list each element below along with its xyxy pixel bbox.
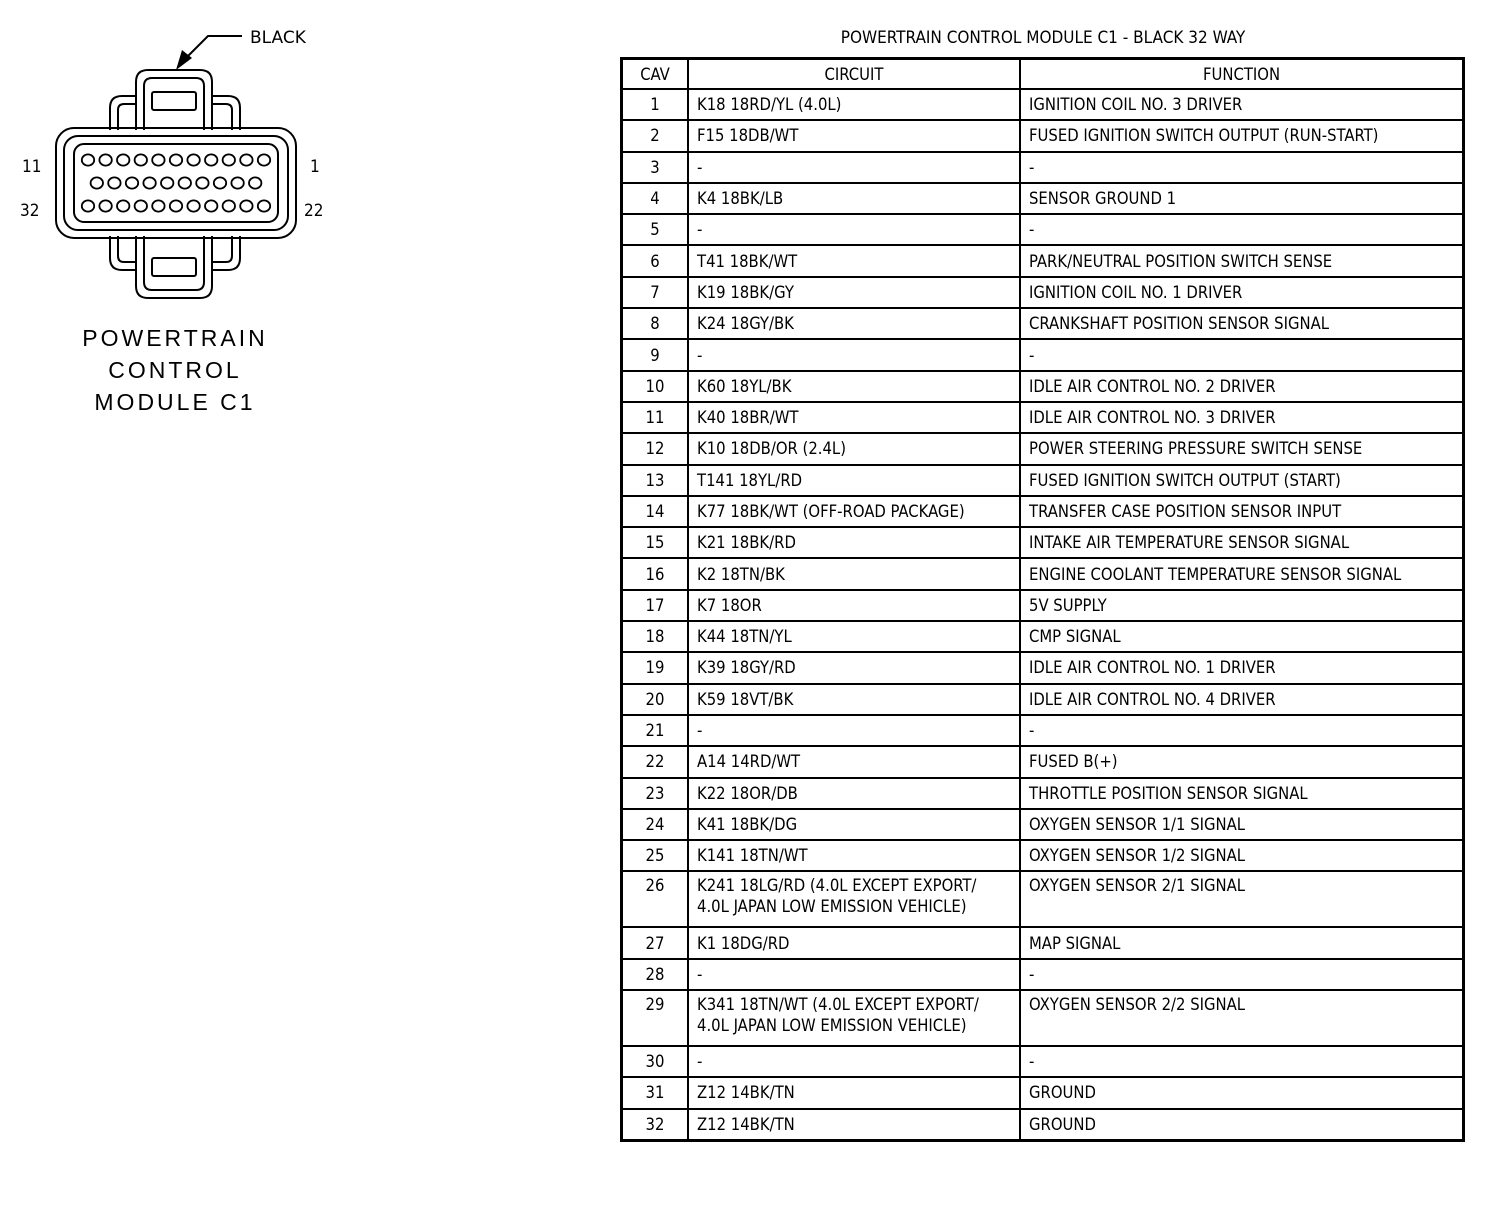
cell-cav — [622, 152, 689, 183]
cav-text: 6 — [650, 251, 660, 271]
cav-text: 28 — [645, 964, 665, 984]
cav-text: 25 — [645, 846, 665, 866]
pin-cavity — [187, 200, 199, 211]
cell-function — [1020, 277, 1464, 308]
cell-function — [1020, 715, 1464, 746]
cell-function — [1020, 214, 1464, 245]
cell-cav — [622, 308, 689, 339]
cell-function — [1020, 1046, 1464, 1077]
pin-cavity — [108, 177, 120, 188]
pin-cavity — [152, 154, 164, 165]
pin-cavity — [249, 177, 261, 188]
pin-cavity — [82, 200, 94, 211]
cell-circuit — [688, 152, 1020, 183]
function-text: - — [1029, 721, 1035, 741]
cav-text: 4 — [650, 189, 660, 209]
pin-cavity — [214, 177, 226, 188]
table-header-row — [622, 59, 1464, 90]
table-row — [622, 871, 1464, 927]
cell-circuit — [688, 809, 1020, 840]
table-row — [622, 621, 1464, 652]
cav-text: 29 — [645, 995, 665, 1015]
circuit-text: K59 18VT/BK — [697, 689, 794, 709]
cell-circuit — [688, 339, 1020, 370]
cell-cav — [622, 465, 689, 496]
cell-circuit — [688, 990, 1020, 1046]
cav-text: 26 — [645, 876, 665, 896]
function-text: - — [1029, 157, 1035, 177]
cav-text: 8 — [650, 314, 660, 334]
cell-function — [1020, 496, 1464, 527]
cell-circuit — [688, 746, 1020, 777]
circuit-text: K141 18TN/WT — [697, 846, 808, 866]
pin-cavity — [170, 154, 182, 165]
table-row — [622, 590, 1464, 621]
cell-cav — [622, 558, 689, 589]
cell-circuit — [688, 558, 1020, 589]
header-circuit: CIRCUIT — [688, 59, 1020, 90]
cav-text: 14 — [645, 502, 665, 521]
table-row — [622, 927, 1464, 958]
function-text: - — [1029, 345, 1035, 365]
cell-circuit — [688, 433, 1020, 464]
table-row — [622, 715, 1464, 746]
cell-circuit — [688, 183, 1020, 214]
cell-circuit — [688, 308, 1020, 339]
cell-cav — [622, 245, 689, 276]
cell-cav — [622, 1109, 689, 1141]
circuit-text: K4 18BK/LB — [697, 189, 784, 209]
cell-cav — [622, 746, 689, 777]
cell-function — [1020, 339, 1464, 370]
function-text: ENGINE COOLANT TEMPERATURE SENSOR SIGNAL — [1029, 564, 1402, 584]
function-text: - — [1029, 964, 1035, 984]
header-function: FUNCTION — [1020, 59, 1464, 90]
function-text: FUSED IGNITION SWITCH OUTPUT (START) — [1029, 470, 1341, 490]
cell-circuit — [688, 245, 1020, 276]
cav-text: 24 — [645, 814, 665, 834]
pin-cavity — [126, 177, 138, 188]
pin-cavity — [205, 154, 217, 165]
circuit-text: Z12 14BK/TN — [697, 1114, 795, 1134]
table-row — [622, 1077, 1464, 1108]
cell-circuit — [688, 840, 1020, 871]
table-row — [622, 778, 1464, 809]
cell-cav — [622, 684, 689, 715]
cav-text: 1 — [650, 95, 660, 115]
cell-cav — [622, 871, 689, 927]
cell-function — [1020, 245, 1464, 276]
cell-function — [1020, 959, 1464, 990]
table-row — [622, 465, 1464, 496]
function-text: - — [1029, 220, 1035, 240]
table-row — [622, 339, 1464, 370]
circuit-text: A14 14RD/WT — [697, 752, 801, 772]
circuit-text: - — [697, 220, 703, 240]
pin-cavity — [99, 154, 111, 165]
cell-cav — [622, 120, 689, 151]
header-cav: CAV — [622, 59, 689, 90]
cell-circuit — [688, 684, 1020, 715]
circuit-text: K7 18OR — [697, 595, 762, 615]
cell-cav — [622, 652, 689, 683]
table-row — [622, 308, 1464, 339]
pin-cavity — [135, 200, 147, 211]
cell-circuit — [688, 871, 1020, 927]
cav-text: 21 — [645, 721, 665, 741]
circuit-text: K21 18BK/RD — [697, 533, 796, 553]
cell-function — [1020, 1077, 1464, 1108]
function-text: OXYGEN SENSOR 2/1 SIGNAL — [1029, 876, 1246, 896]
table-row — [622, 684, 1464, 715]
cell-circuit — [688, 778, 1020, 809]
circuit-text: - — [697, 964, 703, 984]
function-text: IGNITION COIL NO. 3 DRIVER — [1029, 95, 1243, 115]
connector-name: POWERTRAIN CONTROL MODULE C1 — [82, 325, 268, 415]
cav-text: 19 — [645, 658, 665, 678]
pin-cavity — [205, 200, 217, 211]
cav-text: 18 — [645, 627, 665, 647]
pin-cavity — [179, 177, 191, 188]
table-row — [622, 152, 1464, 183]
cell-cav — [622, 402, 689, 433]
pin-cavities — [82, 154, 270, 211]
cav-text: 9 — [650, 345, 660, 365]
pin-cavity — [223, 200, 235, 211]
function-text: IDLE AIR CONTROL NO. 3 DRIVER — [1029, 408, 1276, 428]
function-text: OXYGEN SENSOR 1/2 SIGNAL — [1029, 846, 1246, 866]
pin-cavity — [258, 154, 270, 165]
table-row — [622, 558, 1464, 589]
pin-cavity — [161, 177, 173, 188]
table-row — [622, 371, 1464, 402]
cell-circuit — [688, 402, 1020, 433]
pin-cavity — [99, 200, 111, 211]
color-label-leader — [186, 36, 242, 58]
pin-cavity — [240, 154, 252, 165]
cav-text: 12 — [645, 439, 665, 459]
cell-function — [1020, 871, 1464, 927]
cell-circuit — [688, 371, 1020, 402]
table-row — [622, 89, 1464, 120]
cell-cav — [622, 959, 689, 990]
function-text: OXYGEN SENSOR 1/1 SIGNAL — [1029, 814, 1246, 834]
cell-circuit — [688, 1046, 1020, 1077]
circuit-text: K44 18TN/YL — [697, 627, 792, 647]
circuit-text: - — [697, 721, 703, 741]
table-row — [622, 959, 1464, 990]
cell-function — [1020, 809, 1464, 840]
function-text: PARK/NEUTRAL POSITION SWITCH SENSE — [1029, 251, 1333, 271]
cell-circuit — [688, 277, 1020, 308]
cell-function — [1020, 927, 1464, 958]
function-text: GROUND — [1029, 1114, 1096, 1134]
circuit-text: K2 18TN/BK — [697, 564, 785, 584]
cav-text: 23 — [645, 783, 665, 803]
circuit-text: K241 18LG/RD (4.0L EXCEPT EXPORT/ 4.0L JAPAN LOW EMISSION VEHICLE) — [697, 876, 977, 917]
table-row — [622, 245, 1464, 276]
cell-function — [1020, 990, 1464, 1046]
cell-function — [1020, 558, 1464, 589]
cell-circuit — [688, 214, 1020, 245]
function-text: INTAKE AIR TEMPERATURE SENSOR SIGNAL — [1029, 533, 1350, 553]
cell-function — [1020, 778, 1464, 809]
cell-circuit — [688, 590, 1020, 621]
cell-function — [1020, 465, 1464, 496]
cell-cav — [622, 433, 689, 464]
cell-function — [1020, 746, 1464, 777]
cell-circuit — [688, 652, 1020, 683]
cell-function — [1020, 152, 1464, 183]
cav-text: 30 — [645, 1052, 665, 1072]
cell-circuit — [688, 715, 1020, 746]
table-row — [622, 990, 1464, 1046]
circuit-text: K40 18BR/WT — [697, 408, 799, 428]
cell-cav — [622, 621, 689, 652]
cav-text: 22 — [645, 752, 665, 772]
cell-function — [1020, 684, 1464, 715]
cell-circuit — [688, 621, 1020, 652]
bottom-guide — [110, 236, 240, 270]
pin-face — [74, 144, 278, 222]
table-row — [622, 120, 1464, 151]
pin-cavity — [258, 200, 270, 211]
pin-cavity — [135, 154, 147, 165]
cav-text: 10 — [645, 376, 665, 396]
function-text: CRANKSHAFT POSITION SENSOR SIGNAL — [1029, 314, 1330, 334]
cav-text: 31 — [645, 1083, 665, 1103]
circuit-text: T141 18YL/RD — [697, 470, 803, 490]
connector-color-label: BLACK — [250, 28, 306, 48]
pin-cavity — [152, 200, 164, 211]
function-text: SENSOR GROUND 1 — [1029, 189, 1177, 209]
bottom-latch — [136, 236, 212, 298]
function-text: THROTTLE POSITION SENSOR SIGNAL — [1029, 783, 1308, 803]
circuit-text: K19 18BK/GY — [697, 282, 794, 302]
table-row — [622, 840, 1464, 871]
circuit-text: K18 18RD/YL (4.0L) — [697, 95, 842, 115]
function-text: OXYGEN SENSOR 2/2 SIGNAL — [1029, 995, 1246, 1015]
pinout-table — [620, 57, 1465, 1142]
circuit-text: K39 18GY/RD — [697, 658, 796, 678]
function-text: IDLE AIR CONTROL NO. 1 DRIVER — [1029, 658, 1276, 678]
function-text: TRANSFER CASE POSITION SENSOR INPUT — [1029, 502, 1342, 521]
circuit-text: T41 18BK/WT — [697, 251, 798, 271]
pin-cavity — [187, 154, 199, 165]
table-row — [622, 746, 1464, 777]
cell-function — [1020, 89, 1464, 120]
cell-cav — [622, 1046, 689, 1077]
cav-text: 2 — [650, 126, 660, 146]
table-title: POWERTRAIN CONTROL MODULE C1 - BLACK 32 WAY — [840, 28, 1246, 48]
cell-function — [1020, 402, 1464, 433]
cav-text: 3 — [650, 157, 660, 177]
table-row — [622, 214, 1464, 245]
cell-cav — [622, 277, 689, 308]
function-text: MAP SIGNAL — [1029, 933, 1121, 953]
pin-label-bottom-left: 32 — [20, 201, 40, 221]
pin-cavity — [223, 154, 235, 165]
pin-cavity — [231, 177, 243, 188]
circuit-text: - — [697, 345, 703, 365]
pin-cavity — [117, 200, 129, 211]
table-row — [622, 277, 1464, 308]
cell-cav — [622, 214, 689, 245]
function-text: CMP SIGNAL — [1029, 627, 1121, 647]
cav-text: 27 — [645, 933, 665, 953]
pin-cavity — [240, 200, 252, 211]
function-text: IDLE AIR CONTROL NO. 2 DRIVER — [1029, 376, 1276, 396]
cav-text: 32 — [645, 1114, 665, 1134]
function-text: FUSED IGNITION SWITCH OUTPUT (RUN-START) — [1029, 126, 1379, 146]
cell-cav — [622, 840, 689, 871]
cell-function — [1020, 840, 1464, 871]
cell-function — [1020, 590, 1464, 621]
cell-function — [1020, 183, 1464, 214]
cell-cav — [622, 527, 689, 558]
cav-text: 11 — [645, 408, 665, 428]
circuit-text: K24 18GY/BK — [697, 314, 794, 334]
cell-cav — [622, 339, 689, 370]
cell-cav — [622, 1077, 689, 1108]
table-row — [622, 402, 1464, 433]
cell-cav — [622, 778, 689, 809]
cell-circuit — [688, 927, 1020, 958]
cell-function — [1020, 652, 1464, 683]
cell-function — [1020, 371, 1464, 402]
function-text: 5V SUPPLY — [1029, 595, 1107, 615]
pin-cavity — [91, 177, 103, 188]
cell-cav — [622, 590, 689, 621]
circuit-text: F15 18DB/WT — [697, 126, 799, 146]
cell-circuit — [688, 1109, 1020, 1141]
cell-cav — [622, 371, 689, 402]
pin-cavity — [82, 154, 94, 165]
table-row — [622, 1109, 1464, 1141]
circuit-text: K341 18TN/WT (4.0L EXCEPT EXPORT/ 4.0L JAPAN LOW EMISSION VEHICLE) — [697, 995, 979, 1036]
cell-cav — [622, 990, 689, 1046]
pin-label-bottom-right: 22 — [304, 201, 324, 221]
circuit-text: K60 18YL/BK — [697, 376, 792, 396]
circuit-text: K77 18BK/WT (OFF-ROAD PACKAGE) — [697, 502, 965, 521]
cell-cav — [622, 927, 689, 958]
cav-text: 17 — [645, 595, 665, 615]
pin-label-top-left: 11 — [22, 157, 42, 177]
cell-cav — [622, 89, 689, 120]
pin-cavity — [170, 200, 182, 211]
circuit-text: Z12 14BK/TN — [697, 1083, 795, 1103]
function-text: FUSED B(+) — [1029, 752, 1118, 772]
cell-function — [1020, 433, 1464, 464]
pin-cavity — [117, 154, 129, 165]
cell-circuit — [688, 465, 1020, 496]
function-text: GROUND — [1029, 1083, 1096, 1103]
cell-function — [1020, 527, 1464, 558]
table-row — [622, 433, 1464, 464]
cell-circuit — [688, 1077, 1020, 1108]
table-row — [622, 527, 1464, 558]
cav-text: 15 — [645, 533, 665, 553]
circuit-text: - — [697, 157, 703, 177]
cell-cav — [622, 496, 689, 527]
top-guide — [110, 96, 240, 130]
table-row — [622, 809, 1464, 840]
circuit-text: K41 18BK/DG — [697, 814, 798, 834]
cell-circuit — [688, 527, 1020, 558]
circuit-text: - — [697, 1052, 703, 1072]
function-text: IDLE AIR CONTROL NO. 4 DRIVER — [1029, 689, 1276, 709]
function-text: IGNITION COIL NO. 1 DRIVER — [1029, 282, 1243, 302]
cav-text: 7 — [650, 282, 660, 302]
cell-function — [1020, 308, 1464, 339]
cell-circuit — [688, 959, 1020, 990]
table-row — [622, 652, 1464, 683]
function-text: - — [1029, 1052, 1035, 1072]
cell-cav — [622, 809, 689, 840]
function-text: POWER STEERING PRESSURE SWITCH SENSE — [1029, 439, 1363, 459]
cell-cav — [622, 715, 689, 746]
pin-label-top-right: 1 — [310, 157, 320, 177]
cell-function — [1020, 621, 1464, 652]
circuit-text: K1 18DG/RD — [697, 933, 790, 953]
cav-text: 5 — [650, 220, 660, 240]
cell-function — [1020, 120, 1464, 151]
top-latch — [136, 70, 212, 130]
table-row — [622, 183, 1464, 214]
table-row — [622, 496, 1464, 527]
circuit-text: K10 18DB/OR (2.4L) — [697, 439, 846, 459]
table-row — [622, 1046, 1464, 1077]
cell-circuit — [688, 120, 1020, 151]
pin-cavity — [143, 177, 155, 188]
cav-text: 13 — [645, 470, 665, 490]
cell-circuit — [688, 89, 1020, 120]
circuit-text: K22 18OR/DB — [697, 783, 798, 803]
cell-function — [1020, 1109, 1464, 1141]
cell-circuit — [688, 496, 1020, 527]
cell-cav — [622, 183, 689, 214]
pin-cavity — [196, 177, 208, 188]
cav-text: 20 — [645, 689, 665, 709]
cav-text: 16 — [645, 564, 665, 584]
